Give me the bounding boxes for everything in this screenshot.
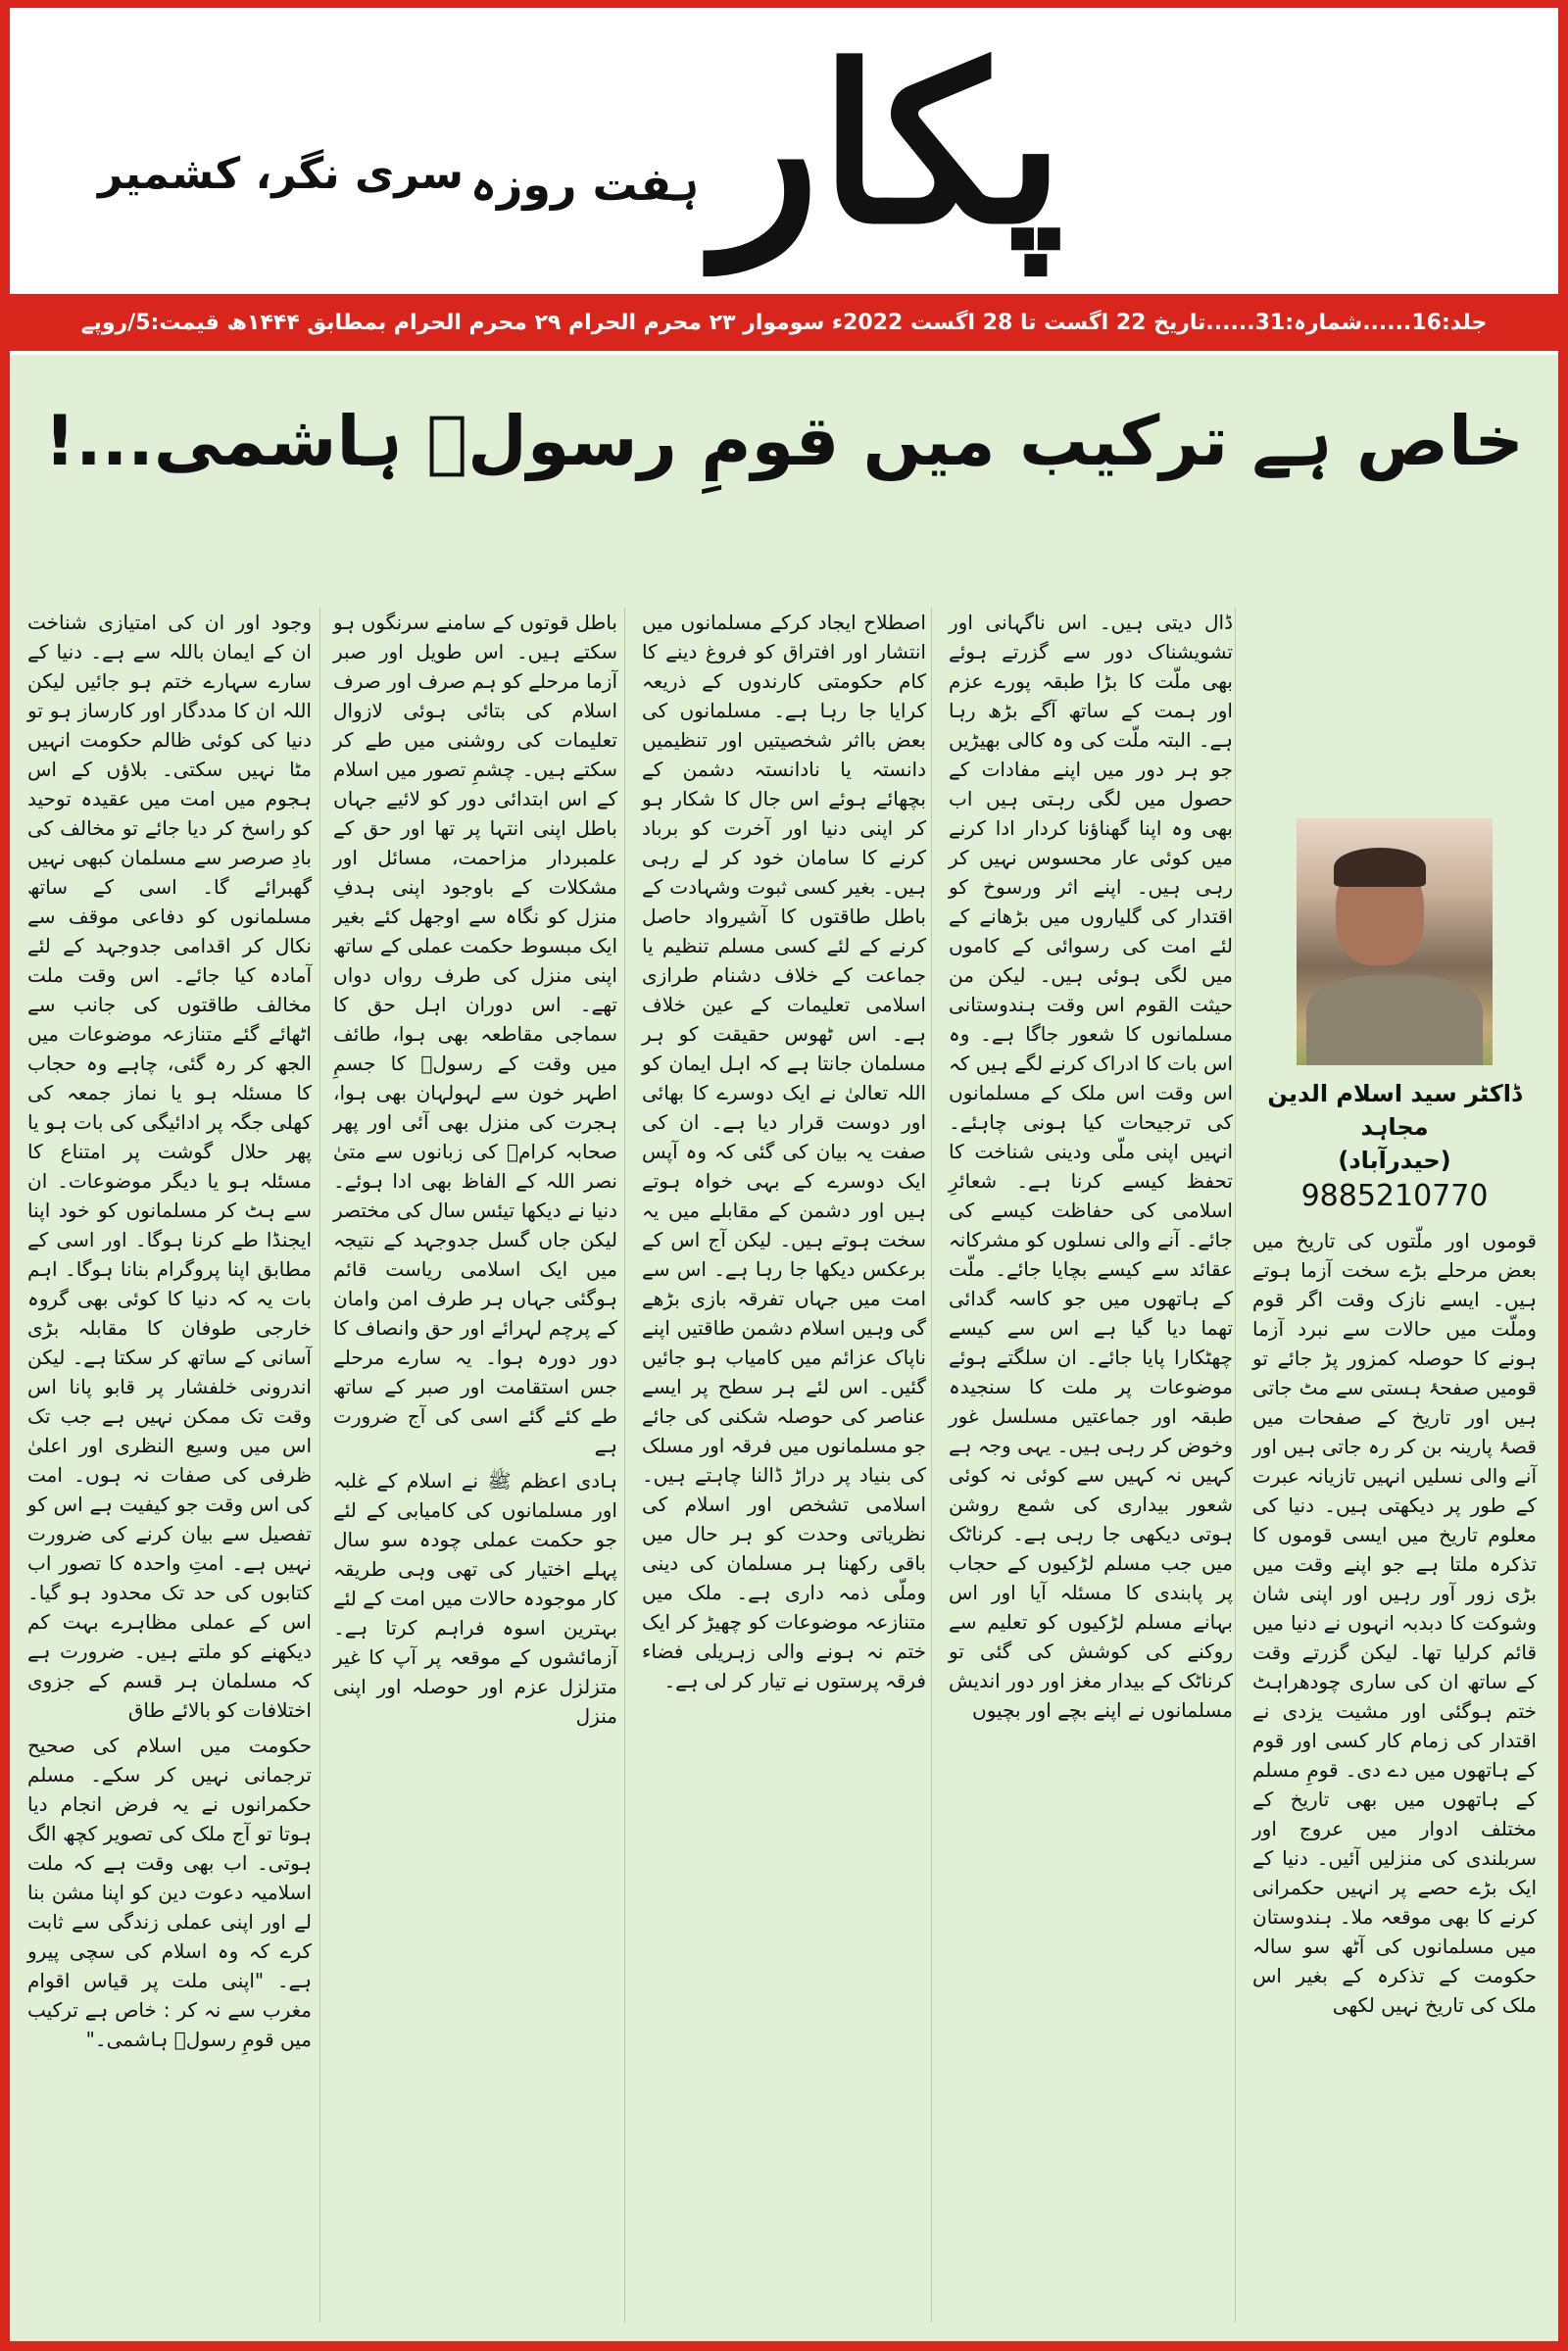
article-column-4	[333, 608, 617, 1737]
paragraph: اصطلاح ایجاد کرکے مسلمانوں میں انتشار اور افتراق کو فروغ دینے کا کام حکومتی کارندوں کے ذریعہ کرایا جا رہا ہے۔ مسلمانوں کی بعض بااثر شخصیتیں اور تنظیمیں دانستہ یا نادانستہ دشمن کے بچھائے ہوئے اس جال کا شکار ہو کر اپنی دنیا اور آخرت کو برباد کرنے کا سامان خود کر لے رہی ہیں۔ بغیر کسی ثبوت وشہادت کے باطل طاقتوں کا آشیرواد حاصل کرنے کے لئے کسی مسلم تنظیم یا جماعت کے خلاف دشنام طرازی اسلامی تعلیمات کے عین خلاف ہے۔ اس ٹھوس حقیقت کو ہر مسلمان جانتا ہے کہ اہل ایمان کو اللہ تعالیٰ نے ایک دوسرے کا بھائی اور دوست قرار دیا ہے۔ ان کی صفت یہ بیان کی گئی کہ وہ آپس ایک دوسرے کے بہی خواہ ہوتے ہیں اور دشمن کے مقابلے میں یہ سخت ہوتے ہیں۔ لیکن آج اس کے برعکس دیکھا جا رہا ہے۔ اس سے امت میں جہاں تفرقہ بازی بڑھے گی وہیں اسلام دشمن طاقتیں اپنے ناپاک عزائم میں کامیاب ہو جائیں گئیں۔ اس لئے ہر سطح پر ایسے عناصر کی حوصلہ شکنی کی جائے جو مسلمانوں میں فرقہ اور مسلک کی بنیاد پر دراڑ ڈالنا چاہتے ہیں۔ اسلامی تشخص اور اسلام کی نظریاتی وحدت کو ہر حال میں باقی رکھنا ہر مسلمان کی دینی وملّی ذمہ داری ہے۔ ملک میں متنازعہ موضوعات کو چھیڑ کر ایک ختم نہ ہونے والی زہریلی فضاء فرقہ پرستوں نے تیار کر لی ہے۔	[642, 611, 926, 1692]
paragraph: ہادی اعظم ﷺ نے اسلام کے غلبہ اور مسلمانوں کی کامیابی کے لئے جو حکمت عملی چودہ سو سال پہلے اختیار کی تھی وہی طریقہ کار موجودہ حالات میں امت کے لئے بہترین اسوہ فراہم کرتا ہے۔ آزمائشوں کے موقعہ پر آپ کا غیر متزلزل عزم اور حوصلہ اور اپنی منزل	[333, 1469, 617, 1728]
article-panel	[10, 355, 1558, 2341]
article-column-1	[1252, 608, 1537, 2026]
author-photo	[1297, 818, 1493, 1065]
article-headline: خاص ہے ترکیب میں قومِ رسولؐ ہاشمی...!	[44, 401, 1524, 481]
article-column-5	[27, 608, 312, 2060]
paragraph: وجود اور ان کی امتیازی شناخت ان کے ایمان باللہ سے ہے۔ دنیا کے سارے سہارے ختم ہو جائیں لیکن اللہ ان کا مددگار اور کارساز ہو تو دنیا کی کوئی ظالم حکومت انہیں مٹا نہیں سکتی۔ بلاؤں کے اس ہجوم میں امت میں عقیدہ توحید کو راسخ کر دیا جائے تو مخالف کی بادِ صرصر سے مسلمان کبھی نہیں گھبرائے گا۔ اسی کے ساتھ مسلمانوں کو دفاعی موقف سے نکال کر اقدامی جدوجہد کے لئے آمادہ کیا جائے۔ اس وقت ملت مخالف طاقتوں کی جانب سے اٹھائے گئے متنازعہ موضوعات میں الجھ کر رہ گئی، چاہے وہ حجاب کا مسئلہ ہو یا نماز جمعہ کی کھلی جگہ پر ادائیگی کی بات ہو یا پھر حلال گوشت پر امتناع کا مسئلہ ہو یا دیگر موضوعات۔ ان سے ہٹ کر مسلمانوں کو خود اپنا ایجنڈا طے کرنا ہوگا۔ اور اسی کے مطابق اپنا پروگرام بنانا ہوگا۔ اہم بات یہ کہ دنیا کا کوئی بھی گروہ خارجی طوفان کا مقابلہ بڑی آسانی کے ساتھ کر سکتا ہے۔ لیکن اندرونی خلفشار پر قابو پانا اس وقت تک ممکن نہیں ہے جب تک اس میں وسیع النظری اور اعلیٰ ظرفی کی صفات نہ ہوں۔ امت کی اس وقت جو کیفیت ہے اس کو تفصیل سے بیان کرنے کی ضرورت نہیں ہے۔ امتِ واحدہ کا تصور اب کتابوں کی حد تک محدود ہو گیا۔ اس کے عملی مظاہرے بہت کم دیکھنے کو ملتے ہیں۔ ضرورت ہے کہ مسلمان ہر قسم کے جزوی اختلافات کو بالائے طاق	[27, 611, 312, 1722]
author-phone: 9885210770	[1300, 1179, 1489, 1213]
article-column-2	[949, 608, 1233, 1731]
column-divider	[624, 608, 625, 2323]
issue-dateline-text: جلد:16......شمارہ:31......تاریخ 22 اگست تا 28 اگست 2022ء سوموار ۲۳ محرم الحرام ۲۹ محرم الحرام بمطابق ۱۴۴۴ھ قیمت:5/روپے	[80, 310, 1488, 335]
publication-frequency: ہفت روزہ	[470, 158, 700, 211]
publication-city: سری نگر، کشمیر	[98, 149, 464, 199]
paragraph: ڈال دیتی ہیں۔ اس ناگہانی اور تشویشناک دور سے گزرتے ہوئے بھی ملّت کا بڑا طبقہ پورے عزم اور ہمت کے ساتھ آگے بڑھ رہا ہے۔ البتہ ملّت کی وہ کالی بھیڑیں جو ہر دور میں اپنے مفادات کے حصول میں لگی رہتی ہیں اب بھی وہ اپنا گھناؤنا کردار ادا کرنے میں کوئی عار محسوس نہیں کر رہی ہیں۔ اپنے اثر ورسوخ کو اقتدار کی گلیاروں میں بڑھانے کے لئے امت کی رسوائی کے کاموں میں لگی ہوئی ہیں۔ لیکن من حیثت القوم اس وقت ہندوستانی مسلمانوں کا شعور جاگا ہے۔ وہ اس بات کا ادراک کرنے لگے ہیں کہ اس وقت اس ملک کے مسلمانوں کی ترجیحات کیا ہونی چاہئے۔ انہیں اپنی ملّی ودینی شناخت کا تحفظ کیسے کرنا ہے۔ شعائرِ اسلامی کی حفاظت کیسے کی جائے۔ آنے والی نسلوں کو مشرکانہ عقائد سے کیسے بچایا جائے۔ ملّت کے ہاتھوں میں جو کاسہ گدائی تھما دیا گیا ہے اس سے کیسے چھٹکارا پایا جائے۔ ان سلگتے ہوئے موضوعات پر ملت کا سنجیدہ طبقہ اور جماعتیں مسلسل غور وخوض کر رہی ہیں۔ یہی وجہ ہے کہیں نہ کہیں سے کوئی نہ کوئی شعور بیداری کی شمع روشن ہوتی دیکھی جا رہی ہے۔ کرناٹک میں جب مسلم لڑکیوں کے حجاب پر پابندی کا مسئلہ آیا اور اس بہانے مسلم لڑکیوں کو تعلیم سے روکنے کی کوشش کی گئی تو کرناٹک کے بیدار مغز اور دور اندیش مسلمانوں نے اپنے بچے اور بچیوں	[949, 611, 1233, 1722]
paragraph: باطل قوتوں کے سامنے سرنگوں ہو سکتے ہیں۔ اس طویل اور صبر آزما مرحلے کو ہم صرف اور صرف اسلام کی بتائی ہوئی لازوال تعلیمات کی روشنی میں طے کر سکتے ہیں۔ چشمِ تصور میں اسلام کے اس ابتدائی دور کو لائیے جہاں باطل اپنی انتہا پر تھا اور حق کے علمبردار مزاحمت، مسائل اور مشکلات کے باوجود اپنی ہدفِ منزل کو نگاہ سے اوجھل کئے بغیر ایک مبسوط حکمت عملی کے ساتھ اپنی منزل کی طرف رواں دواں تھے۔ اس دوران اہل حق کا سماجی مقاطعہ بھی ہوا، طائف میں وقت کے رسولؐ کا جسمِ اطہر خون سے لہولہان بھی ہوا، ہجرت کی منزل بھی آئی اور پھر صحابہ کرامؓ کی زبانوں سے متیٰ نصر اللہ کے الفاظ بھی ادا ہوئے۔ دنیا نے دیکھا تیئس سال کی مختصر لیکن جاں گسل جدوجہد کے نتیجہ میں ایک اسلامی ریاست قائم ہوگئی جہاں ہر طرف امن وامان کے پرچم لہرائے اور حق وانصاف کا دور دورہ ہوا۔ یہ سارے مرحلے جس استقامت اور صبر کے ساتھ طے کئے گئے اسی کی آج ضرورت ہے	[333, 611, 617, 1457]
newspaper-logo: پکار	[715, 18, 1064, 271]
issue-dateline	[10, 294, 1558, 351]
masthead	[10, 8, 1558, 294]
column-divider	[319, 608, 320, 2323]
author-name: ڈاکٹر سید اسلام الدین مجاہد	[1267, 1080, 1522, 1141]
column-divider	[931, 608, 932, 2323]
paragraph: حکومت میں اسلام کی صحیح ترجمانی نہیں کر سکے۔ مسلم حکمرانوں نے یہ فرض انجام دیا ہوتا تو آج ملک کی تصویر کچھ الگ ہوتی۔ اب بھی وقت ہے کہ ملت اسلامیہ دعوت دین کو اپنا مشن بنا لے اور اپنی عملی زندگی سے ثابت کرے کہ وہ اسلام کی سچی پیرو ہے۔ "اپنی ملت پر قیاس اقوام مغرب سے نہ کر : خاص ہے ترکیب میں قومِ رسولؐ ہاشمی۔"	[27, 1734, 312, 2051]
author-city: (حیدرآباد)	[1338, 1147, 1451, 1174]
column-divider	[1235, 608, 1236, 2323]
paragraph: قوموں اور ملّتوں کی تاریخ میں بعض مرحلے بڑے سخت آزما ہوتے ہیں۔ ایسے نازک وقت اگر قوم وملّت میں حالات سے نبرد آزما ہونے کا حوصلہ کمزور پڑ جائے تو قومیں صفحۂ ہستی سے مٹ جاتی ہیں اور تاریخ کے صفحات میں قصۂ پارینہ بن کر رہ جاتی ہیں اور آنے والی نسلیں انہیں تازیانہ عبرت کے طور پر دیکھتی ہیں۔ دنیا کی معلوم تاریخ میں ایسی قوموں کا تذکرہ ملتا ہے جو اپنے وقت میں بڑی زور آور رہیں اور اپنی شان وشوکت کا دبدبہ انہوں نے دنیا میں قائم کرلیا تھا۔ لیکن گزرتے وقت کے ساتھ ان کی ساری چودھراہٹ ختم ہوگئی اور مشیت یزدی نے اقتدار کی زمام کار کسی اور قوم کے ہاتھوں میں دے دی۔ قومِ مسلم کے ہاتھوں میں بھی تاریخ کے مختلف ادوار میں عروج اور سربلندی کی منزلیں آئیں۔ دنیا کے ایک بڑے حصے پر انہیں حکمرانی کرنے کا بھی موقعہ ملا۔ ہندوستان میں مسلمانوں کی آٹھ سو سالہ حکومت کے تذکرہ کے بغیر اس ملک کی تاریخ نہیں لکھی	[1252, 1229, 1537, 2017]
article-column-3	[642, 608, 926, 1701]
